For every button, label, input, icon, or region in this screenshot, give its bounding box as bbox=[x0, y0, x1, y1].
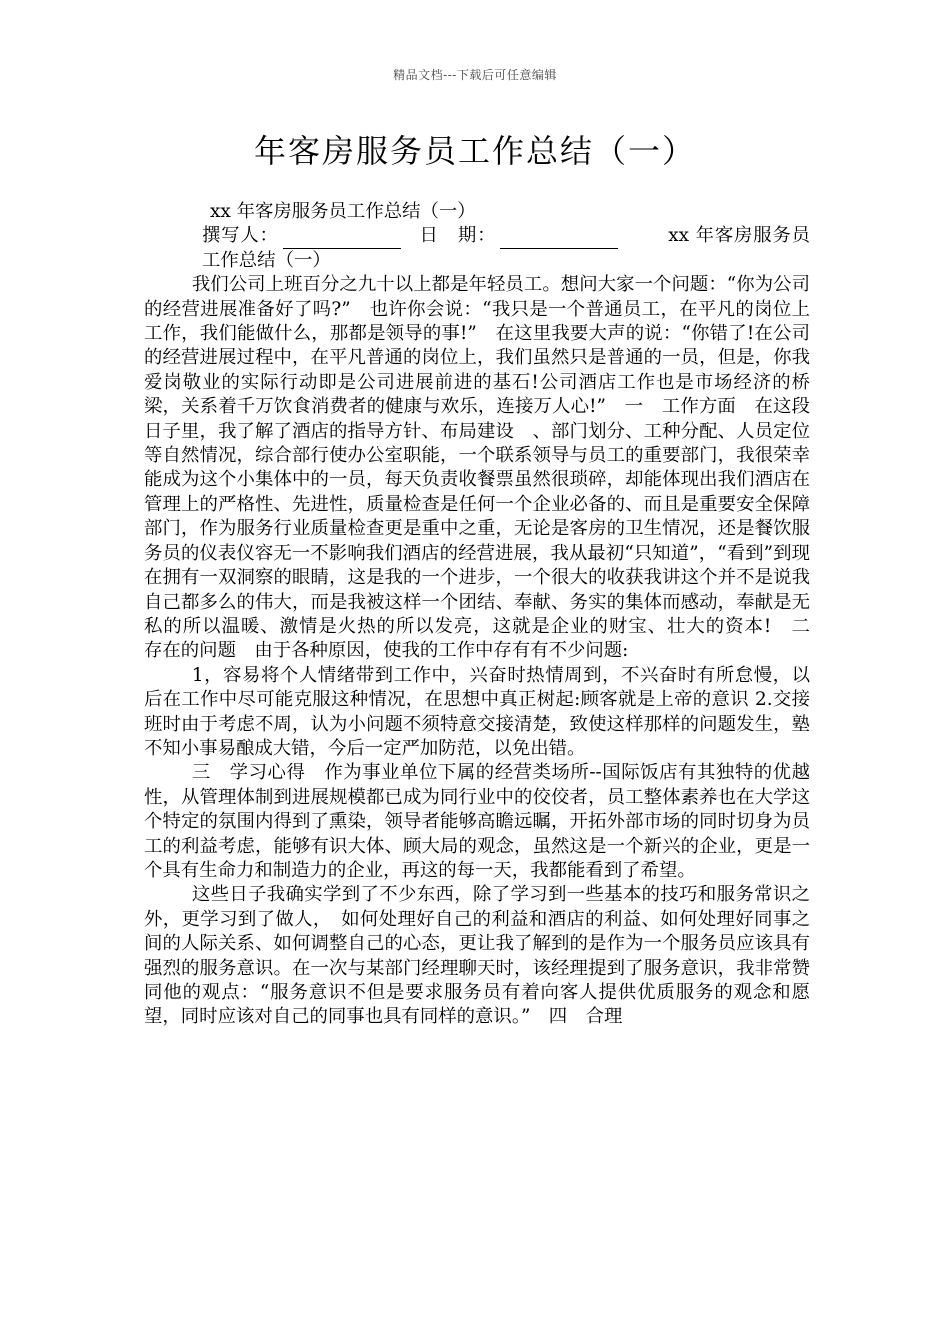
date-blank bbox=[500, 230, 618, 249]
document-body bbox=[144, 200, 829, 1030]
author-blank bbox=[283, 230, 401, 249]
paragraph: 我们公司上班百分之九十以上都是年轻员工。想问大家一个问题：“你为公司的经营进展准备好了吗?” 也许你会说：“我只是一个普通员工，在平凡的岗位上工作，我们能做什么，那都是领导的事!” 在这里我要大声的说：“你错了!在公司的经营进展过程中，在平凡普通的岗位上，我们虽然只是普通的一员，但是，你我爱岗敬业的实际行动即是公司进展前进的基石!公司酒店工作也是市场经济的桥梁，关系着千万饮食消费者的健康与欢乐，连接万人心!” 一 工作方面 在这段日子里，我了解了酒店的指导方针、布局建设 、部门划分、工种分配、人员定位等自然情况，综合部行使办公室职能，一个联系领导与员工的重要部门，我很荣幸能成为这个小集体中的一员，每天负责收餐票虽然很琐碎，却能体现出我们酒店在管理上的严格性、先进性，质量检查是任何一个企业必备的、而且是重要安全保障部门，作为服务行业质量检查更是重中之重，无论是客房的卫生情况，还是餐饮服务员的仪表仪容无一不影响我们酒店的经营进展，我从最初“只知道”，“看到”到现在拥有一双洞察的眼睛，这是我的一个进步，一个很大的收获我讲这个并不是说我自己都多么的伟大，而是我被这样一个团结、奉献、务实的集体而感动，奉献是无私的所以温暖、激情是火热的所以发亮，这就是企业的财宝、壮大的资本! 二 存在的问题 由于各种原因，使我的工作中存有有不少问题: bbox=[144, 274, 829, 662]
paragraph: 三 学习心得 作为事业单位下属的经营类场所--国际饭店有其独特的优越性，从管理体制到进展规模都已成为同行业中的佼佼者，员工整体素养也在大学这个特定的氛围内得到了熏染，领导者能够高瞻远瞩，开拓外部市场的同时切身为员工的利益考虑，能够有识大体、顾大局的观念，虽然这是一个新兴的企业，更是一个具有生命力和制造力的企业，再这的每一天，我都能看到了希望。 bbox=[144, 762, 810, 881]
paragraph: 1，容易将个人情绪带到工作中，兴奋时热情周到，不兴奋时有所怠慢，以后在工作中尽可能克服这种情况，在思想中真正树起:顾客就是上帝的意识 2.交接班时由于考虑不周，认为小问题不须特意交接清楚，致使这样那样的问题发生，塾不知小事易酿成大错，今后一定严加防范，以免出错。 bbox=[144, 664, 810, 759]
document-title: 年客房服务员工作总结（一） bbox=[253, 132, 696, 170]
meta-trailing-text: xx 年客房服务员工作总结（一） bbox=[202, 225, 810, 271]
document-subtitle: xx 年客房服务员工作总结（一） bbox=[210, 201, 476, 222]
paragraph: 这些日子我确实学到了不少东西，除了学习到一些基本的技巧和服务常识之外，更学习到了做人， 如何处理好自己的利益和酒店的利益、如何处理好同事之间的人际关系、如何调整自己的心态，更让我了解到的是作为一个服务员应该具有强烈的服务意识。在一次与某部门经理聊天时，该经理提到了服务意识，我非常赞同他的观点：“服务意识不但是要求服务员有着向客人提供优质服务的观念和愿望，同时应该对自己的同事也具有同样的意识。” 四 合理 bbox=[144, 884, 810, 1028]
author-label: 撰写人： bbox=[202, 225, 279, 247]
date-label: 日 期： bbox=[418, 225, 497, 247]
header-note: 精品文档---下载后可任意编辑 bbox=[393, 68, 557, 82]
meta-line bbox=[144, 224, 810, 273]
